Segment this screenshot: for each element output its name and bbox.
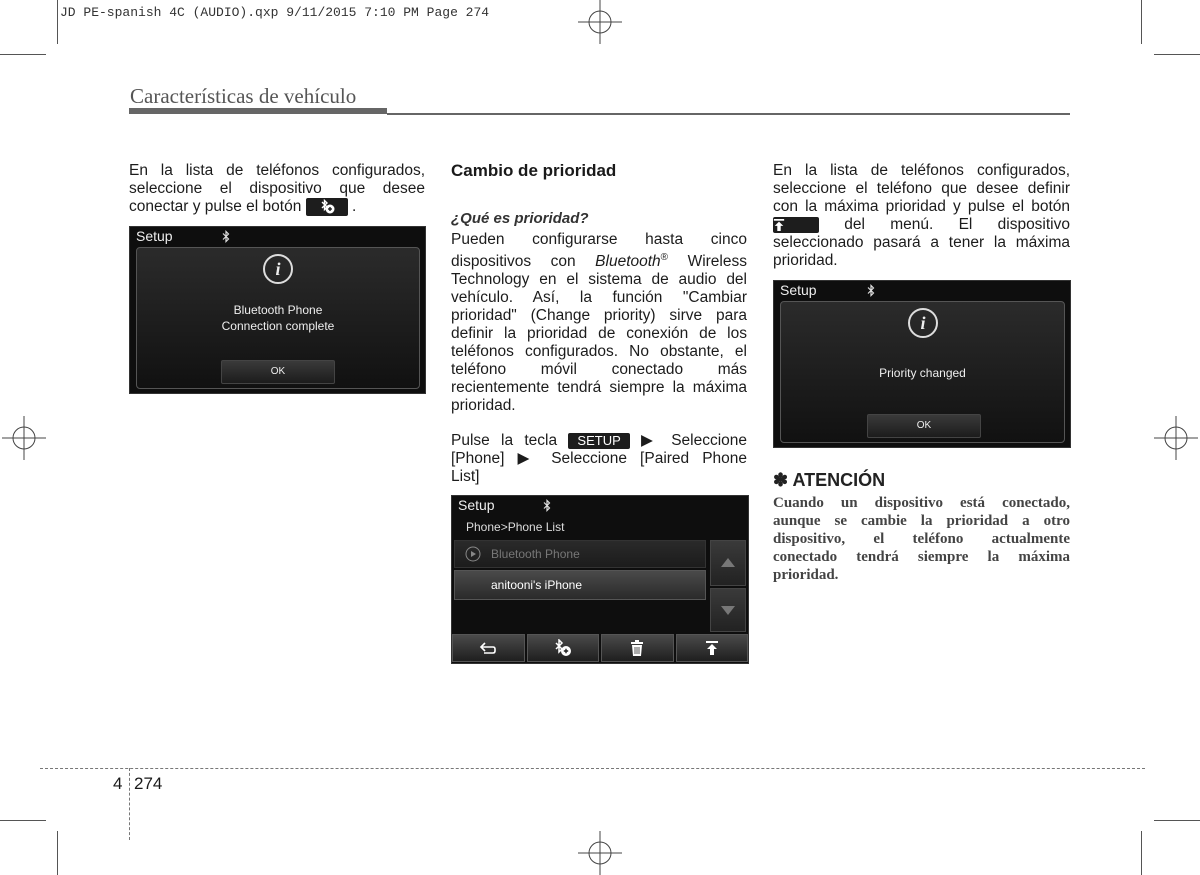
bottom-toolbar <box>452 634 748 662</box>
footer-dashed-rule <box>40 768 1145 769</box>
priority-icon <box>705 640 719 656</box>
arrow-down-icon <box>711 589 745 631</box>
popup-message-line1: Bluetooth Phone <box>233 303 323 317</box>
arrow-right-icon: ▶ <box>517 450 539 467</box>
change-priority-button[interactable] <box>676 634 749 662</box>
registration-mark-icon <box>578 0 622 44</box>
scroll-down-button[interactable] <box>710 588 746 632</box>
play-icon <box>465 546 481 562</box>
print-slug: JD PE-spanish 4C (AUDIO).qxp 9/11/2015 7:10 PM Page 274 <box>60 5 490 20</box>
attention-body: Cuando un dispositivo está conectado, aunque se cambie la prioridad a otro dispositivo, el teléfono actualmente conectado tendrá siempre la máxima prioridad. <box>773 495 1070 583</box>
delete-button[interactable] <box>601 634 674 662</box>
subheading: ¿Qué es prioridad? <box>451 210 589 227</box>
crop-mark <box>0 54 46 55</box>
popup-message: Priority changed <box>879 366 966 380</box>
attention-title: ✽ ATENCIÓN <box>773 470 886 490</box>
setup-key: SETUP <box>568 433 629 449</box>
bluetooth-icon <box>867 284 875 297</box>
bluetooth-icon <box>543 499 551 512</box>
registration-mark-icon <box>1154 416 1198 460</box>
crop-mark <box>1154 820 1200 821</box>
list-item-selected[interactable]: anitooni's iPhone <box>454 570 706 600</box>
screen-title: Setup <box>136 228 173 244</box>
screen-title: Setup <box>458 497 495 513</box>
back-button[interactable] <box>452 634 525 662</box>
ok-button[interactable]: OK <box>867 414 981 438</box>
col2-instruction: Pulse la tecla SETUP ▶ Seleccione [Phone] ▶ Seleccione [Paired Phone List] <box>451 432 748 485</box>
info-icon: i <box>908 308 938 338</box>
crop-mark <box>57 831 58 875</box>
header-rule-thick <box>129 108 387 114</box>
breadcrumb: Phone>Phone List <box>466 520 565 534</box>
trash-icon <box>630 640 644 656</box>
col2-paragraph: Pueden configurarse hasta cinco dispositivos con Bluetooth® Wireless Technology en el sistema de audio del vehículo. Así, la función "Cambiar prioridad" (Change priority) sirve para definir la prioridad de conexión de los teléfonos configurados. No obstante, el teléfono móvil conectado más recientemente tendrá siempre la máxima prioridad. <box>451 231 747 415</box>
footer-dashed-divider <box>129 768 130 840</box>
crop-mark <box>1141 0 1142 44</box>
back-icon <box>479 641 497 655</box>
section-heading: Cambio de prioridad <box>451 161 617 180</box>
asterisk-icon: ✽ <box>773 470 789 490</box>
page-number: 274 <box>134 774 163 793</box>
crop-mark <box>0 820 46 821</box>
chapter-number: 4 <box>113 774 123 793</box>
crop-mark <box>57 0 58 44</box>
bluetooth-connect-icon <box>553 639 573 657</box>
screen-title: Setup <box>780 282 817 298</box>
connection-complete-screen <box>129 226 426 394</box>
header-rule-thin <box>387 113 1070 115</box>
arrow-up-icon <box>711 541 745 585</box>
priority-button-icon <box>773 217 819 233</box>
crop-mark <box>1141 831 1142 875</box>
scroll-up-button[interactable] <box>710 540 746 586</box>
crop-mark <box>1154 54 1200 55</box>
phone-list-screen <box>451 495 749 664</box>
registration-mark-icon <box>578 831 622 875</box>
connect-button[interactable] <box>527 634 600 662</box>
info-icon: i <box>263 254 293 284</box>
priority-changed-screen <box>773 280 1071 448</box>
connect-button-icon <box>306 198 348 216</box>
list-item[interactable]: Bluetooth Phone <box>454 540 706 568</box>
message-popup <box>136 247 420 389</box>
ok-button[interactable]: OK <box>221 360 335 384</box>
col1-paragraph: En la lista de teléfonos configurados, seleccione el dispositivo que desee conectar y pulse el botón . <box>129 162 425 216</box>
popup-message-line2: Connection complete <box>221 319 335 333</box>
message-popup <box>780 301 1065 443</box>
arrow-right-icon: ▶ <box>641 432 660 449</box>
registration-mark-icon <box>2 416 46 460</box>
bluetooth-icon <box>222 230 230 243</box>
section-header-title: Características de vehículo <box>130 84 357 108</box>
col3-paragraph: En la lista de teléfonos configurados, seleccione el teléfono que desee definir con la máxima prioridad y pulse el botón del menú. El dispositivo seleccionado pasará a tener la máxima prioridad. <box>773 162 1070 269</box>
